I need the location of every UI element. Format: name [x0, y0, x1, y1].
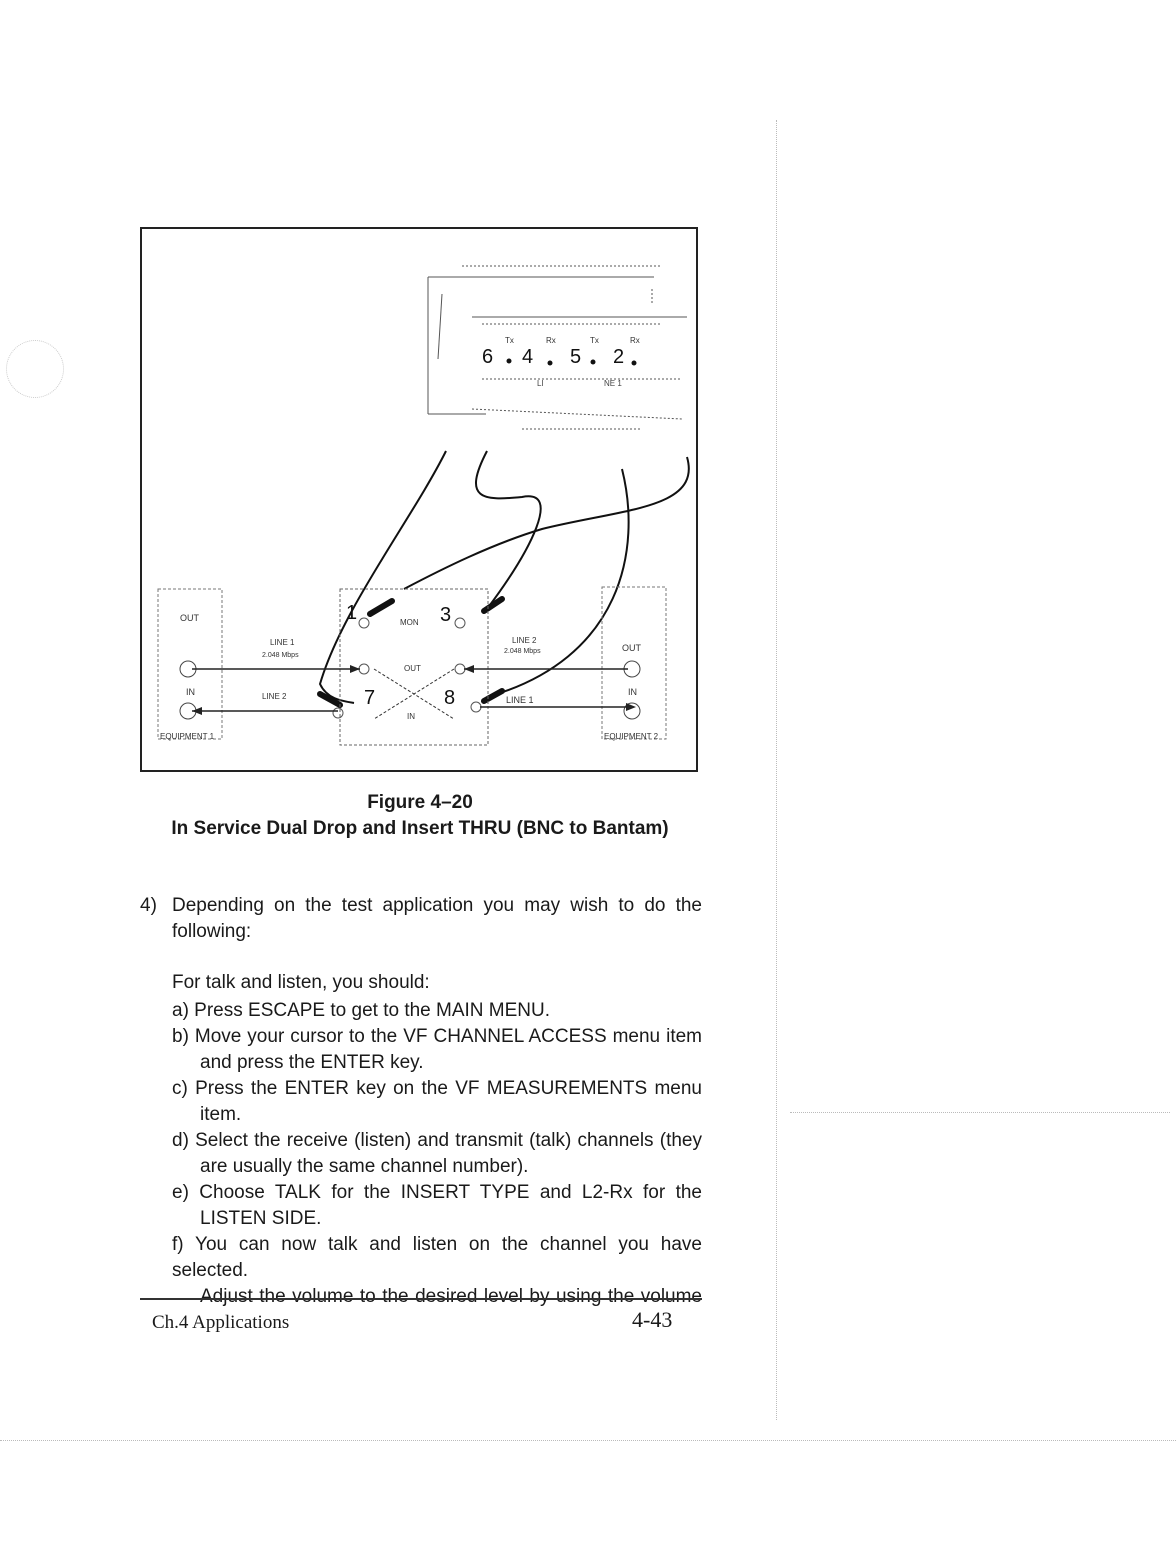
figure-number: Figure 4–20	[367, 792, 473, 813]
bantam-number-1: 1	[346, 602, 358, 624]
list-item-text: a) Press ESCAPE to get to the MAIN MENU.	[172, 1000, 551, 1021]
line1-rate: 2.048 Mbps	[262, 652, 299, 659]
port-label-rx-a: Rx	[546, 336, 556, 345]
step-number: 4)	[140, 895, 157, 916]
figure-frame	[140, 227, 698, 772]
port-number-5: 5	[570, 346, 582, 368]
footer-rule	[140, 1298, 702, 1300]
list-item-text: f) You can now talk and listen on the channel you have selected.	[172, 1234, 702, 1281]
bantam-label-mon: MON	[400, 618, 419, 627]
line1-label-bottom: LINE 1	[506, 695, 534, 705]
eq2-out-label: OUT	[622, 643, 641, 653]
step-text	[172, 893, 702, 945]
talk-listen-intro: For talk and listen, you should:	[172, 972, 430, 993]
port-number-6: 6	[482, 346, 494, 368]
footer-page-number: 4-43	[632, 1307, 673, 1332]
step-line-2: following:	[172, 921, 252, 942]
list-item-continuation: LISTEN SIDE.	[200, 1208, 322, 1229]
list-item-text: e) Choose TALK for the INSERT TYPE and L2-Rx for the	[172, 1182, 702, 1203]
line-label-right: NE 1	[604, 379, 622, 388]
bantam-number-7: 7	[364, 687, 376, 709]
figure-title: In Service Dual Drop and Insert THRU (BNC to Bantam)	[171, 818, 669, 839]
list-item-b	[172, 1024, 702, 1076]
bantam-number-8: 8	[444, 687, 456, 709]
list-item-continuation: Adjust the volume to the desired level by using the volume	[200, 1286, 702, 1307]
list-item-text: d) Select the receive (listen) and transmit (talk) channels (they	[172, 1130, 702, 1151]
bantam-label-out: OUT	[404, 664, 421, 673]
port-number-2: 2	[613, 346, 625, 368]
list-item-continuation: and press the ENTER key.	[200, 1052, 424, 1073]
list-item-text: b) Move your cursor to the VF CHANNEL ACCESS menu item	[172, 1026, 702, 1047]
list-item-text: c) Press the ENTER key on the VF MEASUREMENTS menu	[172, 1078, 702, 1099]
patch-cables	[320, 451, 689, 703]
equipment-1-label: EQUIPMENT 1	[160, 732, 215, 741]
list-item-d	[172, 1128, 702, 1180]
list-item-continuation: item.	[200, 1104, 242, 1125]
footer-chapter: Ch.4 Applications	[152, 1312, 290, 1333]
eq1-out-label: OUT	[180, 613, 199, 623]
equipment-2-label: EQUIPMENT 2	[604, 732, 659, 741]
test-set-outline	[428, 266, 687, 429]
connection-diagram	[142, 229, 700, 774]
port-label-tx-a: Tx	[505, 336, 514, 345]
binder-hole-mark	[6, 340, 64, 398]
dotted-rule	[790, 1112, 1170, 1113]
signal-lines	[192, 669, 628, 711]
line1-label-top: LINE 1	[270, 638, 295, 647]
line2-rate: 2.048 Mbps	[504, 648, 541, 655]
port-number-4: 4	[522, 346, 534, 368]
port-label-rx-b: Rx	[630, 336, 640, 345]
bantam-label-in: IN	[407, 712, 415, 721]
line2-label-top: LINE 2	[512, 636, 537, 645]
line2-label-bottom: LINE 2	[262, 692, 287, 701]
equipment-2-box	[602, 587, 666, 739]
page-edge-line	[776, 120, 777, 1420]
list-item-c	[172, 1076, 702, 1128]
eq2-in-label: IN	[628, 687, 637, 697]
list-item-e	[172, 1180, 702, 1232]
bantam-number-3: 3	[440, 604, 452, 626]
equipment-1-box	[158, 589, 222, 739]
line-label-left: LI	[537, 379, 544, 388]
port-label-tx-b: Tx	[590, 336, 599, 345]
list-item-continuation: are usually the same channel number).	[200, 1156, 529, 1177]
eq1-in-label: IN	[186, 687, 195, 697]
step-line-1: Depending on the test application you may wish to do the	[172, 895, 702, 916]
dotted-rule-bottom	[0, 1440, 1176, 1441]
list-item-a	[172, 998, 702, 1024]
